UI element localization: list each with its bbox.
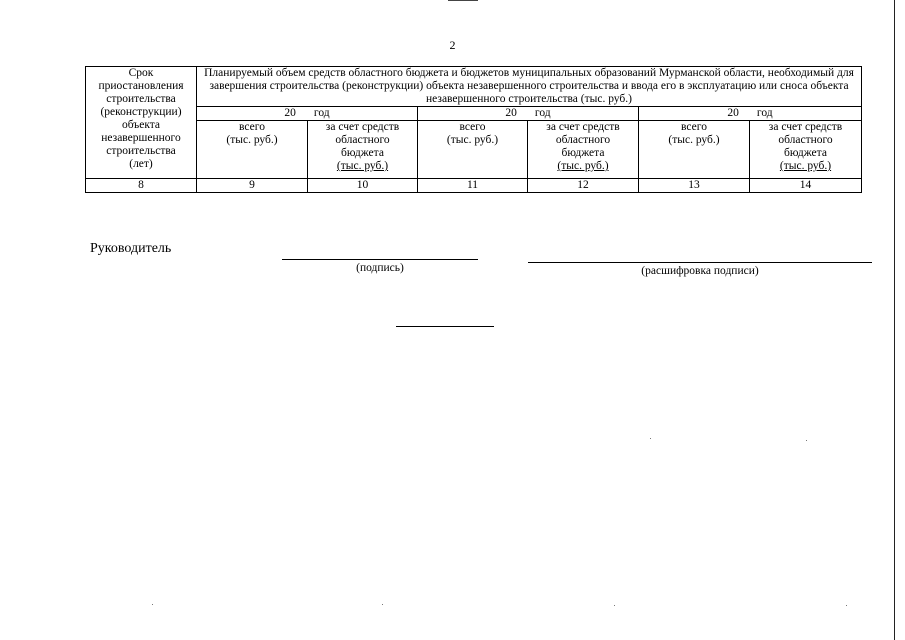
total-header: всего (тыс. руб.) (197, 121, 308, 179)
scan-speck (806, 440, 807, 441)
top-mark (448, 0, 478, 1)
signature-line (282, 259, 478, 260)
decoding-line (528, 262, 872, 263)
page-number: 2 (449, 38, 456, 52)
scan-speck (152, 604, 153, 605)
regional-budget-header: за счет средств областного бюджета (тыс. руб.) (308, 121, 418, 179)
regional-budget-header: за счет средств областного бюджета (тыс. руб.) (528, 121, 639, 179)
scan-speck (382, 604, 383, 605)
planned-funds-header: Планируемый объем средств областного бюджета и бюджетов муниципальных образований Мурманской области, необходимый для завершения строительства (реконструкции) объекта незавершенного строительства и ввода его в эксплуатацию или сноса объекта незавершенного строительства (тыс. руб.) (197, 67, 862, 107)
year-header: 20 год (418, 107, 639, 121)
column-number: 12 (528, 179, 639, 193)
year-header: 20 год (639, 107, 862, 121)
budget-table (85, 66, 862, 193)
column-number: 14 (750, 179, 862, 193)
column-number: 13 (639, 179, 750, 193)
decoding-caption: (расшифровка подписи) (641, 265, 759, 277)
head-label: Руководитель (90, 241, 172, 256)
column-number: 8 (86, 179, 197, 193)
footnote-separator (396, 326, 494, 327)
column-number: 11 (418, 179, 528, 193)
total-header: всего (тыс. руб.) (418, 121, 528, 179)
total-header: всего (тыс. руб.) (639, 121, 750, 179)
scan-speck (614, 605, 615, 606)
scan-speck (846, 605, 847, 606)
column-number: 10 (308, 179, 418, 193)
suspension-period-header: Срок приостановления строительства (реконструкции) объекта незавершенного строительства (лет) (86, 67, 197, 179)
page-edge (894, 0, 895, 640)
signature-caption: (подпись) (356, 262, 404, 274)
scan-speck (650, 438, 651, 439)
column-number: 9 (197, 179, 308, 193)
regional-budget-header: за счет средств областного бюджета (тыс. руб.) (750, 121, 862, 179)
year-header: 20 год (197, 107, 418, 121)
